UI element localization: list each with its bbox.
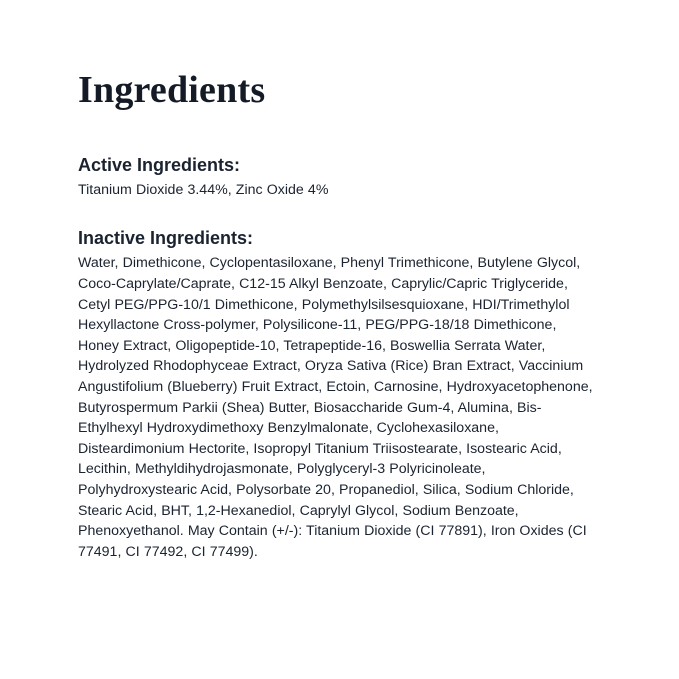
- inactive-ingredients-heading: Inactive Ingredients:: [78, 227, 254, 248]
- inactive-ingredients-section: [78, 227, 601, 562]
- active-ingredients-section: [78, 154, 601, 201]
- active-ingredients-heading: Active Ingredients:: [78, 154, 241, 175]
- inactive-ingredients-list: Water, Dimethicone, Cyclopentasiloxane, Phenyl Trimethicone, Butylene Glycol, Coco-Caprylate/Caprate, C12-15 Alkyl Benzoate, Caprylic/Capric Triglyceride, Cetyl PEG/PPG-10/1 Dimethicone, Polymethylsilsesquioxane, HDI/Trimethylol Hexyllactone Cross-polymer, Polysilicone-11, PEG/PPG-18/18 Dimethicone, Honey Extract, Oligopeptide-10, Tetrapeptide-16, Boswellia Serrata Water, Hydrolyzed Rhodophyceae Extract, Oryza Sativa (Rice) Bran Extract, Vaccinium Angustifolium (Blueberry) Fruit Extract, Ectoin, Carnosine, Hydroxyacetophenone, Butyrospermum Parkii (Shea) Butter, Biosaccharide Gum-4, Alumina, Bis-Ethylhexyl Hydroxydimethoxy Benzylmalonate, Cyclohexasiloxane, Disteardimonium Hectorite, Isopropyl Titanium Triisostearate, Isostearic Acid, Lecithin, Methyldihydrojasmonate, Polyglyceryl-3 Polyricinoleate, Polyhydroxystearic Acid, Polysorbate 20, Propanediol, Silica, Sodium Chloride, Stearic Acid, BHT, 1,2-Hexanediol, Caprylyl Glycol, Sodium Benzoate, Phenoxyethanol. May Contain (+/-): Titanium Dioxide (CI 77891), Iron Oxides (CI 77491, CI 77492, CI 77499).: [78, 255, 593, 560]
- page-title: Ingredients: [78, 69, 266, 111]
- active-ingredients-list: Titanium Dioxide 3.44%, Zinc Oxide 4%: [78, 182, 329, 199]
